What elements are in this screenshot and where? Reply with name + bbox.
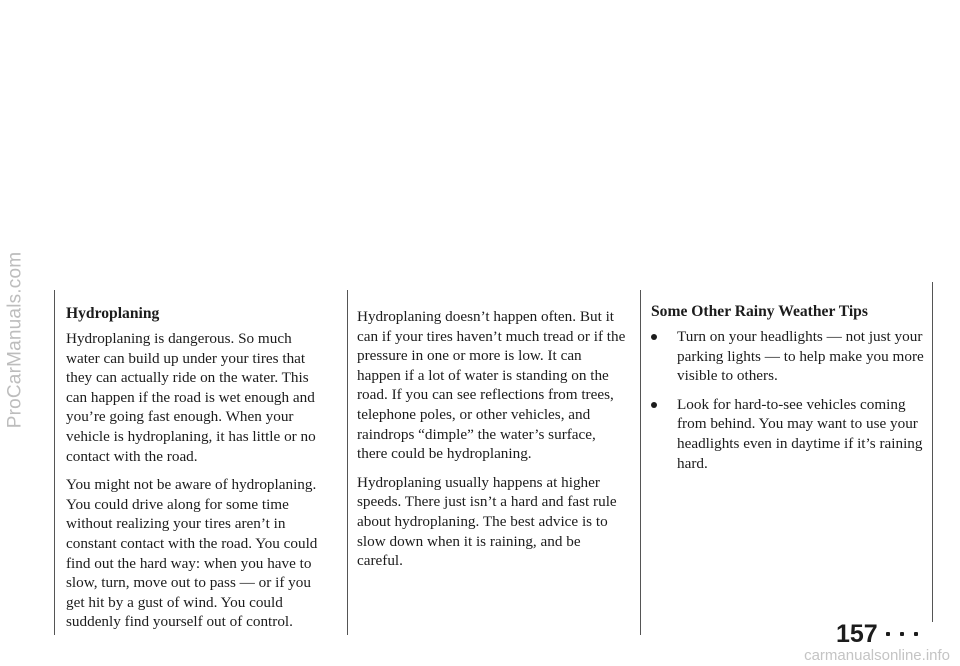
tip-text: Look for hard-to-see vehicles coming from behind. You may want to use your headlights even in daytime if it’s raining hard.	[677, 395, 923, 472]
paragraph: Hydroplaning usually happens at higher speeds. There just isn’t a hard and fast rule about hydroplaning. The best advice is to slow down when it is raining, and be careful.	[357, 473, 617, 570]
section-heading-rainy-weather-tips: Some Other Rainy Weather Tips	[651, 303, 868, 320]
column-hydroplaning-continued	[357, 307, 629, 580]
paragraph: Hydroplaning is dangerous. So much water can build up under your tires that they can actually ride on the water. This can happen if the road is wet enough and you’re going fast enough. When your vehicle is hydroplaning, it has little or no contact with the road.	[66, 330, 316, 465]
dot-icon	[914, 632, 918, 636]
paragraph: You might not be aware of hydroplaning. You could drive along for some time without realizing your tires aren’t in constant contact with the road. You could find out the hard way: when you have to slow, turn, move out to pass — or if you get hit by a gust of wind. You could suddenly find yourself out of control.	[66, 476, 318, 631]
page-dots-decoration	[886, 632, 918, 636]
bullet-icon	[651, 334, 657, 340]
dot-icon	[900, 632, 904, 636]
watermark-vertical	[3, 40, 27, 640]
bullet-icon	[651, 402, 657, 408]
tip-text: Turn on your headlights — not just your parking lights — to help make you more visible to others.	[677, 328, 924, 385]
column-rule-right	[640, 290, 641, 635]
paragraph: Hydroplaning doesn’t happen often. But it can if your tires haven’t much tread or if the pressure in one or more is low. It can happen if a lot of water is standing on the road. If you can see reflections from trees, telephone poles, or other vehicles, and raindrops “dimple” the water’s surface, there could be hydroplaning.	[357, 308, 626, 463]
column-rule-middle	[347, 290, 348, 635]
list-item	[651, 327, 931, 386]
dot-icon	[886, 632, 890, 636]
column-rule-far-right	[932, 282, 933, 622]
watermark-text: ProCarManuals.com	[4, 251, 26, 429]
tips-list	[651, 327, 931, 473]
column-rainy-weather-tips	[651, 302, 931, 482]
list-item	[651, 395, 931, 473]
section-heading-hydroplaning: Hydroplaning	[66, 305, 160, 322]
column-rule-left	[54, 290, 55, 635]
page-number: 157	[836, 620, 878, 648]
column-hydroplaning	[66, 304, 328, 641]
footer-site-watermark: carmanualsonline.info	[804, 647, 950, 664]
